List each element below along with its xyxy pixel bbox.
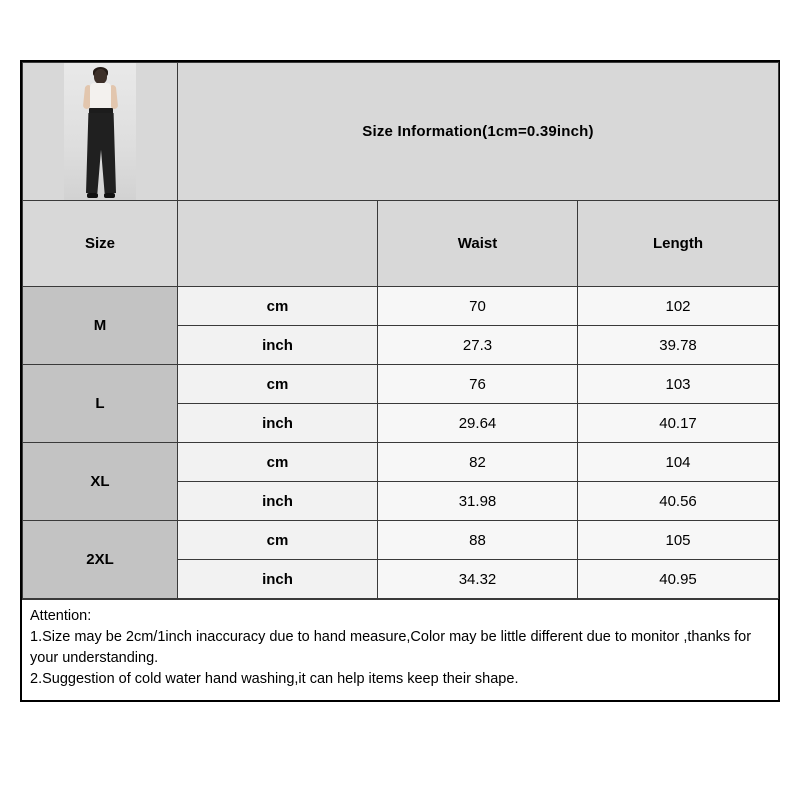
model-top bbox=[90, 83, 111, 109]
chart-title: Size Information(1cm=0.39inch) bbox=[178, 63, 779, 201]
table-row bbox=[23, 287, 779, 326]
model-pants bbox=[86, 113, 116, 193]
waist-value: 82 bbox=[378, 443, 578, 482]
attention-section bbox=[22, 599, 778, 700]
attention-line-1: 1.Size may be 2cm/1inch inaccuracy due to hand measure,Color may be little different due to monitor ,thanks for your understanding. bbox=[30, 629, 752, 667]
waist-value: 31.98 bbox=[378, 482, 578, 521]
size-chart-container bbox=[20, 60, 780, 702]
length-value: 39.78 bbox=[578, 326, 779, 365]
unit-cell: cm bbox=[178, 287, 378, 326]
unit-cell: inch bbox=[178, 404, 378, 443]
length-value: 40.95 bbox=[578, 560, 779, 599]
attention-heading: Attention: bbox=[30, 608, 92, 624]
waist-value: 34.32 bbox=[378, 560, 578, 599]
column-header-row bbox=[23, 201, 779, 287]
table-row bbox=[23, 365, 779, 404]
length-value: 102 bbox=[578, 287, 779, 326]
waist-value: 70 bbox=[378, 287, 578, 326]
product-photo-cell bbox=[23, 63, 178, 201]
model-head bbox=[94, 69, 107, 84]
length-value: 103 bbox=[578, 365, 779, 404]
length-value: 104 bbox=[578, 443, 779, 482]
unit-cell: cm bbox=[178, 521, 378, 560]
column-header-length: Length bbox=[578, 201, 779, 287]
waist-value: 76 bbox=[378, 365, 578, 404]
model-shoe-right bbox=[104, 193, 115, 198]
table-header-row bbox=[23, 63, 779, 201]
length-value: 40.17 bbox=[578, 404, 779, 443]
waist-value: 27.3 bbox=[378, 326, 578, 365]
length-value: 40.56 bbox=[578, 482, 779, 521]
length-value: 105 bbox=[578, 521, 779, 560]
product-photo bbox=[23, 63, 177, 200]
model-illustration bbox=[64, 63, 136, 200]
column-header-unit bbox=[178, 201, 378, 287]
unit-cell: inch bbox=[178, 326, 378, 365]
model-shoe-left bbox=[87, 193, 98, 198]
unit-cell: cm bbox=[178, 365, 378, 404]
size-label-m: M bbox=[23, 287, 178, 365]
attention-line-2: 2.Suggestion of cold water hand washing,it can help items keep their shape. bbox=[30, 671, 519, 688]
unit-cell: inch bbox=[178, 482, 378, 521]
waist-value: 29.64 bbox=[378, 404, 578, 443]
waist-value: 88 bbox=[378, 521, 578, 560]
unit-cell: cm bbox=[178, 443, 378, 482]
size-label-l: L bbox=[23, 365, 178, 443]
column-header-waist: Waist bbox=[378, 201, 578, 287]
table-row bbox=[23, 443, 779, 482]
size-label-2xl: 2XL bbox=[23, 521, 178, 599]
size-information-table bbox=[22, 62, 779, 599]
unit-cell: inch bbox=[178, 560, 378, 599]
table-row bbox=[23, 521, 779, 560]
size-label-xl: XL bbox=[23, 443, 178, 521]
column-header-size: Size bbox=[23, 201, 178, 287]
